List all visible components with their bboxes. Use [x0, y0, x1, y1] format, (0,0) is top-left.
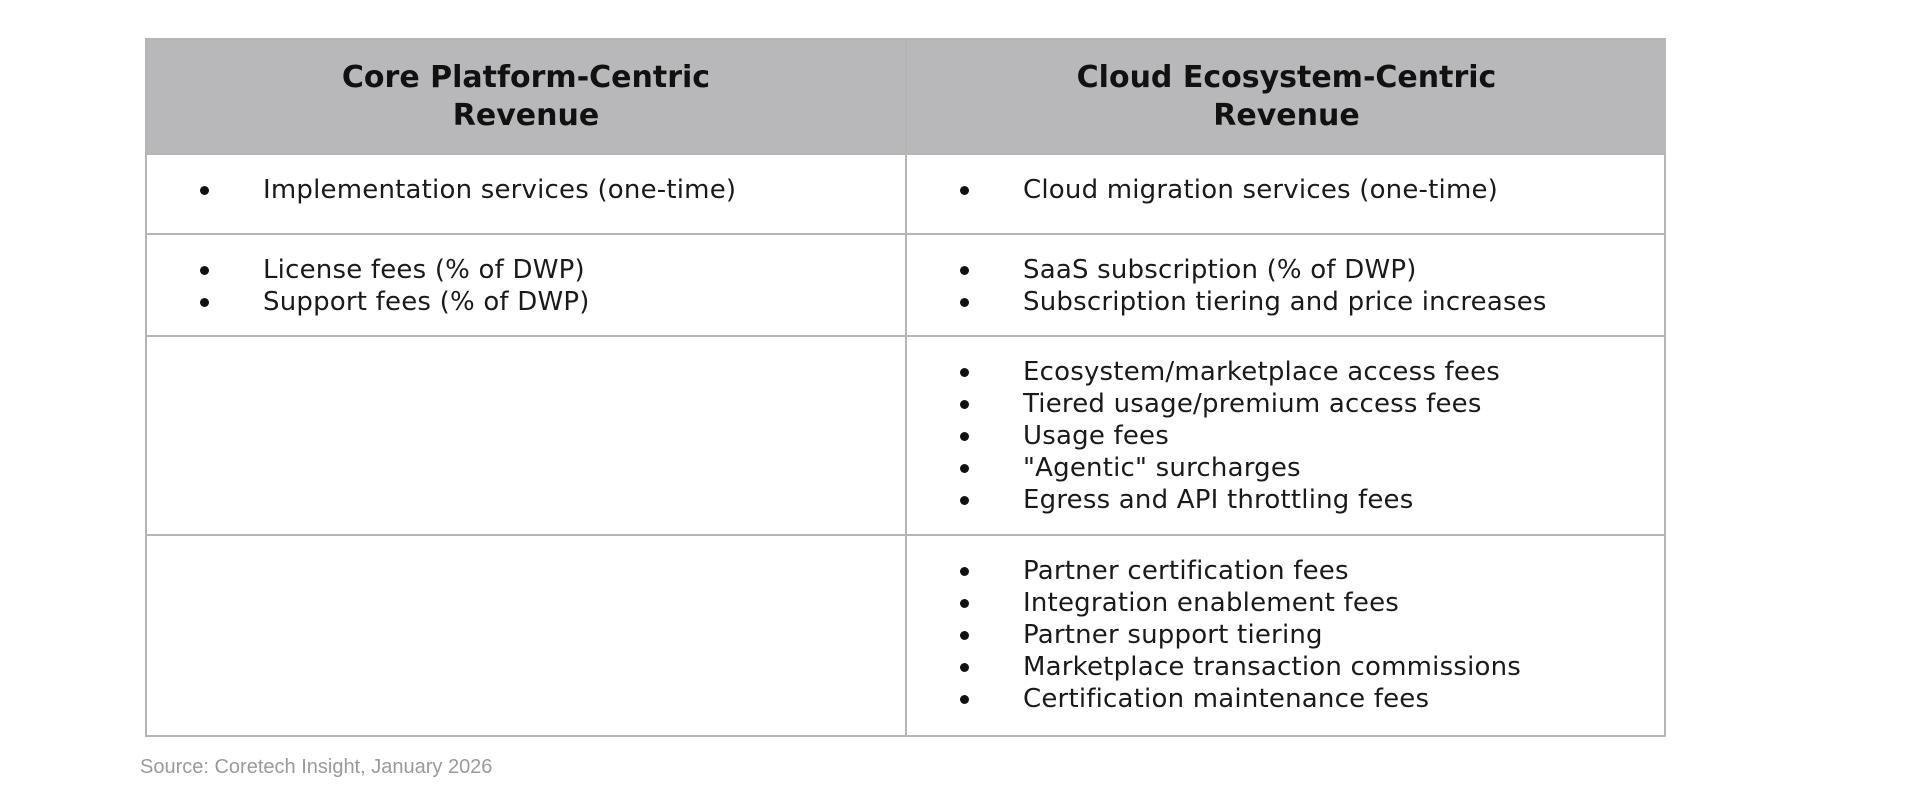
bullet-item — [907, 254, 1666, 286]
bullet-dot-icon — [960, 368, 969, 377]
bullet-text: Ecosystem/marketplace access fees — [1023, 357, 1501, 387]
bullet-dot-icon — [960, 599, 969, 608]
column-header-cloud-ecosystem: Cloud Ecosystem-Centric Revenue — [907, 40, 1666, 155]
bullet-text: License fees (% of DWP) — [263, 255, 585, 285]
bullet-text: SaaS subscription (% of DWP) — [1023, 255, 1417, 285]
bullet-item — [907, 555, 1666, 587]
table-cell-r4-right — [907, 536, 1666, 735]
bullet-dot-icon — [200, 266, 209, 275]
bullet-dot-icon — [200, 186, 209, 195]
column-header-core-platform: Core Platform-Centric Revenue — [147, 40, 907, 155]
bullet-dot-icon — [960, 695, 969, 704]
bullet-item — [907, 683, 1666, 715]
bullet-item — [907, 286, 1666, 318]
bullet-text: Integration enablement fees — [1023, 588, 1400, 618]
bullet-text: Partner support tiering — [1023, 620, 1323, 650]
bullet-list — [907, 356, 1666, 516]
bullet-list — [147, 254, 905, 318]
bullet-item — [907, 587, 1666, 619]
bullet-dot-icon — [960, 496, 969, 505]
revenue-comparison-table — [145, 38, 1666, 737]
bullet-item — [907, 619, 1666, 651]
bullet-text: Partner certification fees — [1023, 556, 1349, 586]
table-cell-r1-left — [147, 155, 907, 235]
bullet-text: Egress and API throttling fees — [1023, 485, 1414, 515]
bullet-text: Marketplace transaction commissions — [1023, 652, 1522, 682]
bullet-text: "Agentic" surcharges — [1023, 453, 1301, 483]
bullet-text: Usage fees — [1023, 421, 1169, 451]
bullet-text: Subscription tiering and price increases — [1023, 287, 1547, 317]
bullet-dot-icon — [960, 186, 969, 195]
bullet-dot-icon — [960, 432, 969, 441]
bullet-text: Tiered usage/premium access fees — [1023, 389, 1482, 419]
table-cell-r1-right — [907, 155, 1666, 235]
bullet-item — [907, 420, 1666, 452]
bullet-dot-icon — [960, 631, 969, 640]
bullet-item — [907, 174, 1666, 206]
bullet-dot-icon — [960, 663, 969, 672]
table-cell-r2-right — [907, 235, 1666, 337]
bullet-item — [907, 651, 1666, 683]
bullet-list — [147, 174, 905, 206]
bullet-item — [907, 388, 1666, 420]
source-note: Source: Coretech Insight, January 2026 — [140, 756, 493, 778]
bullet-dot-icon — [960, 298, 969, 307]
bullet-list — [907, 174, 1666, 206]
bullet-dot-icon — [960, 464, 969, 473]
bullet-item — [147, 254, 905, 286]
bullet-item — [147, 174, 905, 206]
bullet-dot-icon — [960, 266, 969, 275]
bullet-text: Support fees (% of DWP) — [263, 287, 590, 317]
table-cell-r2-left — [147, 235, 907, 337]
table-cell-r3-right — [907, 337, 1666, 536]
table-cell-r4-left — [147, 536, 907, 735]
bullet-text: Cloud migration services (one-time) — [1023, 175, 1499, 205]
bullet-item — [147, 286, 905, 318]
bullet-dot-icon — [200, 298, 209, 307]
bullet-dot-icon — [960, 567, 969, 576]
bullet-text: Implementation services (one-time) — [263, 175, 737, 205]
bullet-list — [907, 254, 1666, 318]
bullet-item — [907, 452, 1666, 484]
bullet-item — [907, 356, 1666, 388]
table-cell-r3-left — [147, 337, 907, 536]
bullet-text: Certification maintenance fees — [1023, 684, 1430, 714]
bullet-item — [907, 484, 1666, 516]
bullet-list — [907, 555, 1666, 715]
bullet-dot-icon — [960, 400, 969, 409]
